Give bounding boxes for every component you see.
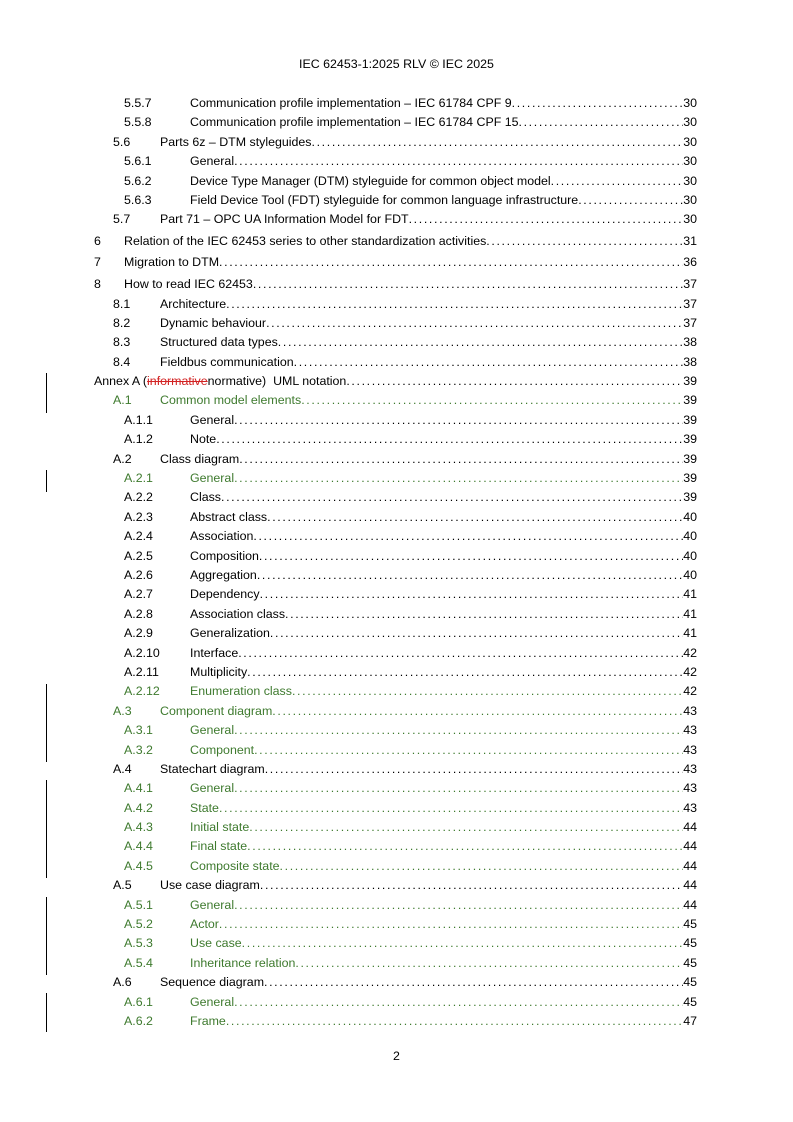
toc-entry-page: 30 bbox=[683, 192, 697, 207]
leader-dots bbox=[270, 624, 683, 643]
toc-entry-number: A.4 bbox=[113, 761, 132, 776]
toc-entry-page: 43 bbox=[683, 781, 697, 796]
toc-entry-number: A.2.10 bbox=[124, 645, 160, 660]
toc-entry-title-line bbox=[190, 837, 683, 856]
toc-entry[interactable] bbox=[0, 934, 793, 953]
toc-entry-title: Actor bbox=[190, 917, 219, 932]
toc-entry[interactable] bbox=[0, 314, 793, 333]
toc-entry-title: Part 71 – OPC UA Information Model for FDT bbox=[160, 212, 409, 227]
toc-entry-page: 43 bbox=[683, 703, 697, 718]
toc-entry-title-line bbox=[160, 702, 683, 721]
toc-entry[interactable] bbox=[0, 391, 793, 410]
toc-entry-title: Association bbox=[190, 529, 254, 544]
toc-entry-number: 5.5.7 bbox=[124, 96, 152, 110]
toc-entry-number: 8.1 bbox=[113, 296, 131, 311]
toc-entry-title-line bbox=[190, 915, 683, 934]
toc-entry-number: A.2.2 bbox=[124, 490, 153, 505]
toc-entry[interactable] bbox=[0, 94, 793, 113]
toc-entry[interactable] bbox=[0, 353, 793, 372]
toc-entry-number: A.4.2 bbox=[124, 800, 153, 815]
leader-dots bbox=[266, 314, 683, 333]
toc-entry[interactable] bbox=[0, 172, 793, 191]
toc-entry-page: 43 bbox=[683, 742, 697, 757]
toc-entry-page: 42 bbox=[683, 645, 697, 660]
toc-entry[interactable] bbox=[0, 430, 793, 449]
toc-entry-title-line bbox=[190, 566, 683, 585]
leader-dots bbox=[512, 94, 683, 113]
toc-entry-page: 39 bbox=[683, 412, 697, 427]
toc-entry[interactable] bbox=[0, 191, 793, 210]
toc-entry[interactable] bbox=[0, 488, 793, 507]
annex-title-suffix: normative) UML notation bbox=[207, 374, 347, 389]
toc-entry-title: Use case diagram bbox=[160, 878, 260, 893]
toc-entry-title-line bbox=[160, 760, 683, 779]
toc-entry-number: A.4.3 bbox=[124, 820, 153, 835]
toc-entry-title: General bbox=[190, 897, 235, 912]
deleted-text: informative bbox=[147, 374, 208, 389]
toc-entry-title-line bbox=[190, 993, 683, 1012]
toc-entry-title-line bbox=[190, 113, 683, 132]
toc-entry-page: 30 bbox=[683, 134, 697, 149]
toc-entry-page: 30 bbox=[683, 173, 697, 188]
toc-entry-title-line bbox=[124, 251, 683, 273]
leader-dots bbox=[292, 682, 683, 701]
change-bar bbox=[46, 470, 47, 492]
annex-title-prefix: Annex A ( bbox=[94, 374, 148, 389]
toc-entry[interactable] bbox=[0, 954, 793, 973]
toc-entry[interactable] bbox=[0, 799, 793, 818]
toc-entry[interactable] bbox=[0, 527, 793, 546]
toc-entry-number: A.2.4 bbox=[124, 529, 153, 544]
toc-entry[interactable] bbox=[0, 152, 793, 171]
toc-entry-number: 8.3 bbox=[113, 335, 131, 350]
toc-entry-page: 44 bbox=[683, 839, 697, 854]
toc-entry-page: 30 bbox=[683, 96, 697, 110]
toc-entry-page: 45 bbox=[683, 917, 697, 932]
toc-entry-title-line bbox=[124, 230, 683, 252]
leader-dots bbox=[234, 721, 683, 740]
toc-entry-title: Statechart diagram bbox=[160, 761, 265, 776]
leader-dots bbox=[216, 430, 683, 449]
toc-entry-title-line bbox=[160, 314, 683, 333]
leader-dots bbox=[253, 527, 683, 546]
toc-entry-title: Generalization bbox=[190, 626, 270, 641]
toc-entry-number: 5.6.2 bbox=[124, 173, 152, 188]
toc-entry-title: General bbox=[190, 723, 235, 738]
toc-entry-title: General bbox=[190, 471, 235, 486]
toc-entry-page: 42 bbox=[683, 684, 697, 699]
toc-entry-title bbox=[94, 372, 346, 391]
toc-entry-title-line bbox=[160, 876, 683, 895]
toc-entry-title-line bbox=[190, 741, 683, 760]
toc-entry[interactable] bbox=[0, 682, 793, 701]
toc-entry-number: 7 bbox=[94, 255, 101, 270]
toc-entry-number: A.2.3 bbox=[124, 509, 153, 524]
leader-dots bbox=[346, 372, 683, 391]
leader-dots bbox=[234, 411, 683, 430]
toc-entry-title-line bbox=[190, 527, 683, 546]
toc-entry[interactable] bbox=[0, 113, 793, 132]
leader-dots bbox=[278, 333, 683, 352]
leader-dots bbox=[259, 547, 683, 566]
leader-dots bbox=[234, 779, 683, 798]
toc-entry[interactable] bbox=[0, 896, 793, 915]
leader-dots bbox=[239, 450, 683, 469]
toc-entry-title-line bbox=[190, 94, 683, 113]
toc-entry-page: 37 bbox=[683, 276, 697, 291]
toc-entry-number: A.5.1 bbox=[124, 897, 153, 912]
toc-entry-title: Frame bbox=[190, 1013, 226, 1028]
leader-dots bbox=[260, 585, 683, 604]
toc-entry-page: 40 bbox=[683, 567, 697, 582]
toc-entry[interactable] bbox=[0, 133, 793, 152]
toc-entry-title-line bbox=[190, 624, 683, 643]
toc-entry[interactable] bbox=[0, 251, 793, 273]
toc-entry-title: Class diagram bbox=[160, 451, 240, 466]
toc-entry-number: A.3 bbox=[113, 703, 132, 718]
leader-dots bbox=[265, 760, 683, 779]
toc-entry-number: A.5 bbox=[113, 878, 132, 893]
toc-entry-title: Inheritance relation bbox=[190, 955, 296, 970]
toc-entry-title-line bbox=[190, 1012, 683, 1031]
toc-entry-title-line bbox=[190, 896, 683, 915]
toc-entry[interactable] bbox=[0, 973, 793, 992]
toc-entry-number: A.6.1 bbox=[124, 994, 153, 1009]
toc-entry-number: A.2.9 bbox=[124, 626, 153, 641]
toc-entry-title-line bbox=[160, 973, 683, 992]
toc-entry-page: 42 bbox=[683, 664, 697, 679]
leader-dots bbox=[486, 230, 683, 252]
toc-entry-title: Relation of the IEC 62453 series to other standardization activities bbox=[124, 233, 487, 248]
toc-entry-title: Dynamic behaviour bbox=[160, 315, 267, 330]
leader-dots bbox=[219, 915, 683, 934]
toc-entry-number: 5.7 bbox=[113, 212, 131, 227]
table-of-contents bbox=[0, 94, 793, 1031]
toc-entry-title-line bbox=[160, 450, 683, 469]
leader-dots bbox=[238, 644, 683, 663]
toc-entry-title-line bbox=[190, 585, 683, 604]
toc-entry-title-line bbox=[190, 191, 683, 210]
toc-entry[interactable] bbox=[0, 624, 793, 643]
toc-entry-title: How to read IEC 62453 bbox=[124, 276, 253, 291]
toc-entry-page: 41 bbox=[683, 606, 697, 621]
toc-entry-number: A.5.4 bbox=[124, 955, 153, 970]
toc-entry-number: A.2.11 bbox=[124, 664, 159, 679]
toc-entry-title-line bbox=[160, 133, 683, 152]
toc-entry-title-line bbox=[190, 469, 683, 488]
toc-entry-title: State bbox=[190, 800, 219, 815]
toc-entry-title: Composite state bbox=[190, 858, 280, 873]
toc-entry-number: 5.6 bbox=[113, 134, 131, 149]
toc-entry-page: 39 bbox=[683, 471, 697, 486]
leader-dots bbox=[272, 702, 683, 721]
leader-dots bbox=[234, 896, 683, 915]
leader-dots bbox=[254, 741, 683, 760]
toc-entry-number: A.1.2 bbox=[124, 432, 153, 447]
toc-entry-page: 38 bbox=[683, 354, 697, 369]
toc-entry-number: A.4.1 bbox=[124, 781, 153, 796]
toc-entry-number: A.4.5 bbox=[124, 858, 153, 873]
toc-entry-number: A.3.1 bbox=[124, 723, 153, 738]
leader-dots bbox=[409, 210, 683, 229]
toc-entry-page: 36 bbox=[683, 255, 697, 270]
leader-dots bbox=[264, 973, 683, 992]
leader-dots bbox=[253, 273, 683, 295]
toc-entry-page: 44 bbox=[683, 897, 697, 912]
toc-entry-title: Communication profile implementation – IEC 61784 CPF 9 bbox=[190, 96, 512, 110]
toc-entry-page: 31 bbox=[683, 233, 697, 248]
toc-entry-title: Device Type Manager (DTM) styleguide for common object model bbox=[190, 173, 551, 188]
toc-entry-title: Fieldbus communication bbox=[160, 354, 294, 369]
toc-entry-page: 40 bbox=[683, 509, 697, 524]
toc-entry-title-line bbox=[190, 682, 683, 701]
toc-entry-page: 43 bbox=[683, 800, 697, 815]
toc-entry-title: Aggregation bbox=[190, 567, 257, 582]
toc-entry[interactable] bbox=[0, 566, 793, 585]
toc-entry-number: A.6.2 bbox=[124, 1013, 153, 1028]
toc-entry-title-line bbox=[190, 430, 683, 449]
toc-entry[interactable] bbox=[0, 411, 793, 430]
toc-entry-page: 38 bbox=[683, 335, 697, 350]
leader-dots bbox=[249, 818, 683, 837]
toc-entry-title-line bbox=[190, 411, 683, 430]
leader-dots bbox=[242, 934, 683, 953]
leader-dots bbox=[226, 295, 683, 314]
toc-entry-page: 39 bbox=[683, 432, 697, 447]
toc-entry-page: 39 bbox=[683, 374, 697, 389]
toc-entry-title-line bbox=[160, 333, 683, 352]
toc-entry-title: Note bbox=[190, 432, 217, 447]
toc-entry[interactable] bbox=[0, 605, 793, 624]
toc-entry-title: Communication profile implementation – IEC 61784 CPF 15 bbox=[190, 115, 519, 130]
leader-dots bbox=[551, 172, 683, 191]
toc-entry-page: 45 bbox=[683, 994, 697, 1009]
toc-entry-title-line bbox=[190, 779, 683, 798]
toc-entry-title: Sequence diagram bbox=[160, 975, 265, 990]
leader-dots bbox=[247, 663, 683, 682]
toc-entry-title: Multiplicity bbox=[190, 664, 248, 679]
toc-entry-page: 40 bbox=[683, 548, 697, 563]
toc-entry[interactable] bbox=[0, 702, 793, 721]
change-bar bbox=[46, 993, 47, 1032]
toc-entry-title: Component diagram bbox=[160, 703, 273, 718]
toc-entry-page: 45 bbox=[683, 975, 697, 990]
toc-entry-title: Dependency bbox=[190, 587, 260, 602]
toc-entry-title-line bbox=[190, 644, 683, 663]
toc-entry-title: Component bbox=[190, 742, 255, 757]
toc-entry-page: 40 bbox=[683, 529, 697, 544]
toc-entry-title-line bbox=[190, 799, 683, 818]
leader-dots bbox=[234, 152, 683, 171]
toc-entry-number: A.2.7 bbox=[124, 587, 153, 602]
toc-entry-number: 5.5.8 bbox=[124, 115, 152, 130]
toc-entry[interactable] bbox=[0, 760, 793, 779]
toc-entry-number: A.3.2 bbox=[124, 742, 153, 757]
toc-entry-page: 37 bbox=[683, 315, 697, 330]
toc-entry[interactable] bbox=[0, 1012, 793, 1031]
toc-entry-title: Initial state bbox=[190, 820, 250, 835]
toc-entry-title-line bbox=[190, 508, 683, 527]
toc-entry[interactable] bbox=[0, 585, 793, 604]
toc-entry[interactable] bbox=[0, 469, 793, 488]
toc-entry-title-line bbox=[190, 934, 683, 953]
toc-entry-page: 45 bbox=[683, 955, 697, 970]
toc-entry-title-line bbox=[190, 152, 683, 171]
toc-entry-number: A.2.5 bbox=[124, 548, 153, 563]
toc-entry-number: 6 bbox=[94, 233, 101, 248]
toc-entry-title-line bbox=[190, 721, 683, 740]
leader-dots bbox=[267, 508, 683, 527]
toc-entry-page: 39 bbox=[683, 451, 697, 466]
toc-entry-page: 45 bbox=[683, 936, 697, 951]
toc-entry-title: Interface bbox=[190, 645, 239, 660]
toc-entry-title: Enumeration class bbox=[190, 684, 292, 699]
toc-entry-number: A.5.3 bbox=[124, 936, 153, 951]
toc-entry[interactable] bbox=[0, 779, 793, 798]
toc-entry-page: 43 bbox=[683, 761, 697, 776]
leader-dots bbox=[312, 133, 684, 152]
leader-dots bbox=[295, 954, 683, 973]
toc-entry[interactable] bbox=[0, 210, 793, 229]
toc-entry[interactable] bbox=[0, 333, 793, 352]
toc-entry-title: General bbox=[190, 781, 235, 796]
toc-entry[interactable] bbox=[0, 837, 793, 856]
toc-entry[interactable] bbox=[0, 993, 793, 1012]
toc-entry[interactable] bbox=[0, 663, 793, 682]
toc-entry-title-line bbox=[190, 547, 683, 566]
toc-entry-number: A.1.1 bbox=[124, 412, 153, 427]
toc-entry-title: Composition bbox=[190, 548, 259, 563]
change-bar bbox=[46, 780, 47, 878]
toc-entry[interactable] bbox=[0, 915, 793, 934]
toc-entry-page: 39 bbox=[683, 490, 697, 505]
page-number: 2 bbox=[393, 1049, 400, 1063]
toc-entry-page: 47 bbox=[683, 1013, 697, 1028]
toc-entry[interactable] bbox=[0, 295, 793, 314]
leader-dots bbox=[280, 857, 683, 876]
toc-entry-number: A.2.6 bbox=[124, 567, 153, 582]
toc-entry-title: Abstract class bbox=[190, 509, 268, 524]
toc-entry-page: 44 bbox=[683, 820, 697, 835]
toc-entry-title-line bbox=[190, 954, 683, 973]
toc-entry-title-line bbox=[160, 391, 683, 410]
leader-dots bbox=[301, 391, 683, 410]
toc-entry-page: 43 bbox=[683, 723, 697, 738]
toc-entry-title-line bbox=[190, 488, 683, 507]
change-bar bbox=[46, 897, 47, 975]
toc-entry-title-line bbox=[190, 663, 683, 682]
leader-dots bbox=[226, 1012, 683, 1031]
leader-dots bbox=[260, 876, 683, 895]
toc-entry-title-line bbox=[190, 818, 683, 837]
toc-entry-number: A.2.1 bbox=[124, 471, 153, 486]
toc-entry-number: 8 bbox=[94, 276, 101, 291]
toc-entry-title: General bbox=[190, 412, 235, 427]
leader-dots bbox=[234, 993, 683, 1012]
toc-entry[interactable] bbox=[0, 450, 793, 469]
toc-entry[interactable] bbox=[0, 273, 793, 295]
toc-entry-number: A.2 bbox=[113, 451, 132, 466]
toc-entry-title: Use case bbox=[190, 936, 242, 951]
toc-entry-page: 30 bbox=[683, 212, 697, 227]
leader-dots bbox=[234, 469, 683, 488]
toc-entry-title: Parts 6z – DTM styleguides bbox=[160, 134, 312, 149]
toc-entry-page: 30 bbox=[683, 154, 697, 169]
toc-entry-title: Migration to DTM bbox=[124, 255, 220, 270]
toc-entry[interactable] bbox=[0, 547, 793, 566]
toc-entry-title-line bbox=[190, 605, 683, 624]
toc-entry[interactable] bbox=[0, 372, 793, 391]
toc-entry-number: 8.4 bbox=[113, 354, 131, 369]
change-bar bbox=[46, 373, 47, 413]
toc-entry-page: 41 bbox=[683, 626, 697, 641]
toc-entry-title: Final state bbox=[190, 839, 248, 854]
toc-entry-page: 37 bbox=[683, 296, 697, 311]
toc-entry-title: Common model elements bbox=[160, 393, 302, 408]
toc-entry-page: 41 bbox=[683, 587, 697, 602]
leader-dots bbox=[247, 837, 683, 856]
leader-dots bbox=[257, 566, 683, 585]
toc-entry-title-line bbox=[160, 210, 683, 229]
toc-entry-title: Class bbox=[190, 490, 221, 505]
toc-entry-title: General bbox=[190, 154, 235, 169]
toc-entry-title-line bbox=[124, 273, 683, 295]
toc-entry[interactable] bbox=[0, 857, 793, 876]
toc-entry-title: Association class bbox=[190, 606, 286, 621]
toc-entry-title-line bbox=[160, 353, 683, 372]
toc-entry-number: A.2.12 bbox=[124, 684, 160, 699]
leader-dots bbox=[219, 251, 683, 273]
toc-entry-page: 30 bbox=[683, 115, 697, 130]
toc-entry-number: 5.6.3 bbox=[124, 192, 152, 207]
toc-entry-title: Structured data types bbox=[160, 335, 278, 350]
toc-entry-page: 39 bbox=[683, 393, 697, 408]
toc-entry[interactable] bbox=[0, 230, 793, 252]
leader-dots bbox=[519, 113, 683, 132]
toc-entry-number: A.5.2 bbox=[124, 917, 153, 932]
toc-entry-title-line bbox=[190, 172, 683, 191]
toc-entry-title: Architecture bbox=[160, 296, 227, 311]
leader-dots bbox=[285, 605, 683, 624]
toc-entry[interactable] bbox=[0, 644, 793, 663]
toc-entry-title-line bbox=[190, 857, 683, 876]
toc-entry[interactable] bbox=[0, 721, 793, 740]
toc-entry-title: Field Device Tool (FDT) styleguide for common language infrastructure bbox=[190, 192, 579, 207]
leader-dots bbox=[578, 191, 683, 210]
toc-entry-page: 44 bbox=[683, 858, 697, 873]
toc-entry-page: 44 bbox=[683, 878, 697, 893]
toc-entry-number: 8.2 bbox=[113, 315, 131, 330]
toc-entry[interactable] bbox=[0, 741, 793, 760]
toc-entry-number: A.1 bbox=[113, 393, 132, 408]
toc-entry[interactable] bbox=[0, 818, 793, 837]
leader-dots bbox=[219, 799, 683, 818]
toc-entry[interactable] bbox=[0, 508, 793, 527]
toc-entry-number: 5.6.1 bbox=[124, 154, 152, 169]
toc-entry-number: A.6 bbox=[113, 975, 132, 990]
toc-entry-title: General bbox=[190, 994, 235, 1009]
toc-entry-title-line bbox=[160, 295, 683, 314]
leader-dots bbox=[221, 488, 683, 507]
toc-entry-number: A.4.4 bbox=[124, 839, 153, 854]
toc-entry-title-line bbox=[94, 372, 683, 391]
toc-entry-number: A.2.8 bbox=[124, 606, 153, 621]
leader-dots bbox=[294, 353, 683, 372]
page-header: IEC 62453-1:2025 RLV © IEC 2025 bbox=[299, 57, 494, 71]
toc-entry[interactable] bbox=[0, 876, 793, 895]
change-bar bbox=[46, 684, 47, 762]
